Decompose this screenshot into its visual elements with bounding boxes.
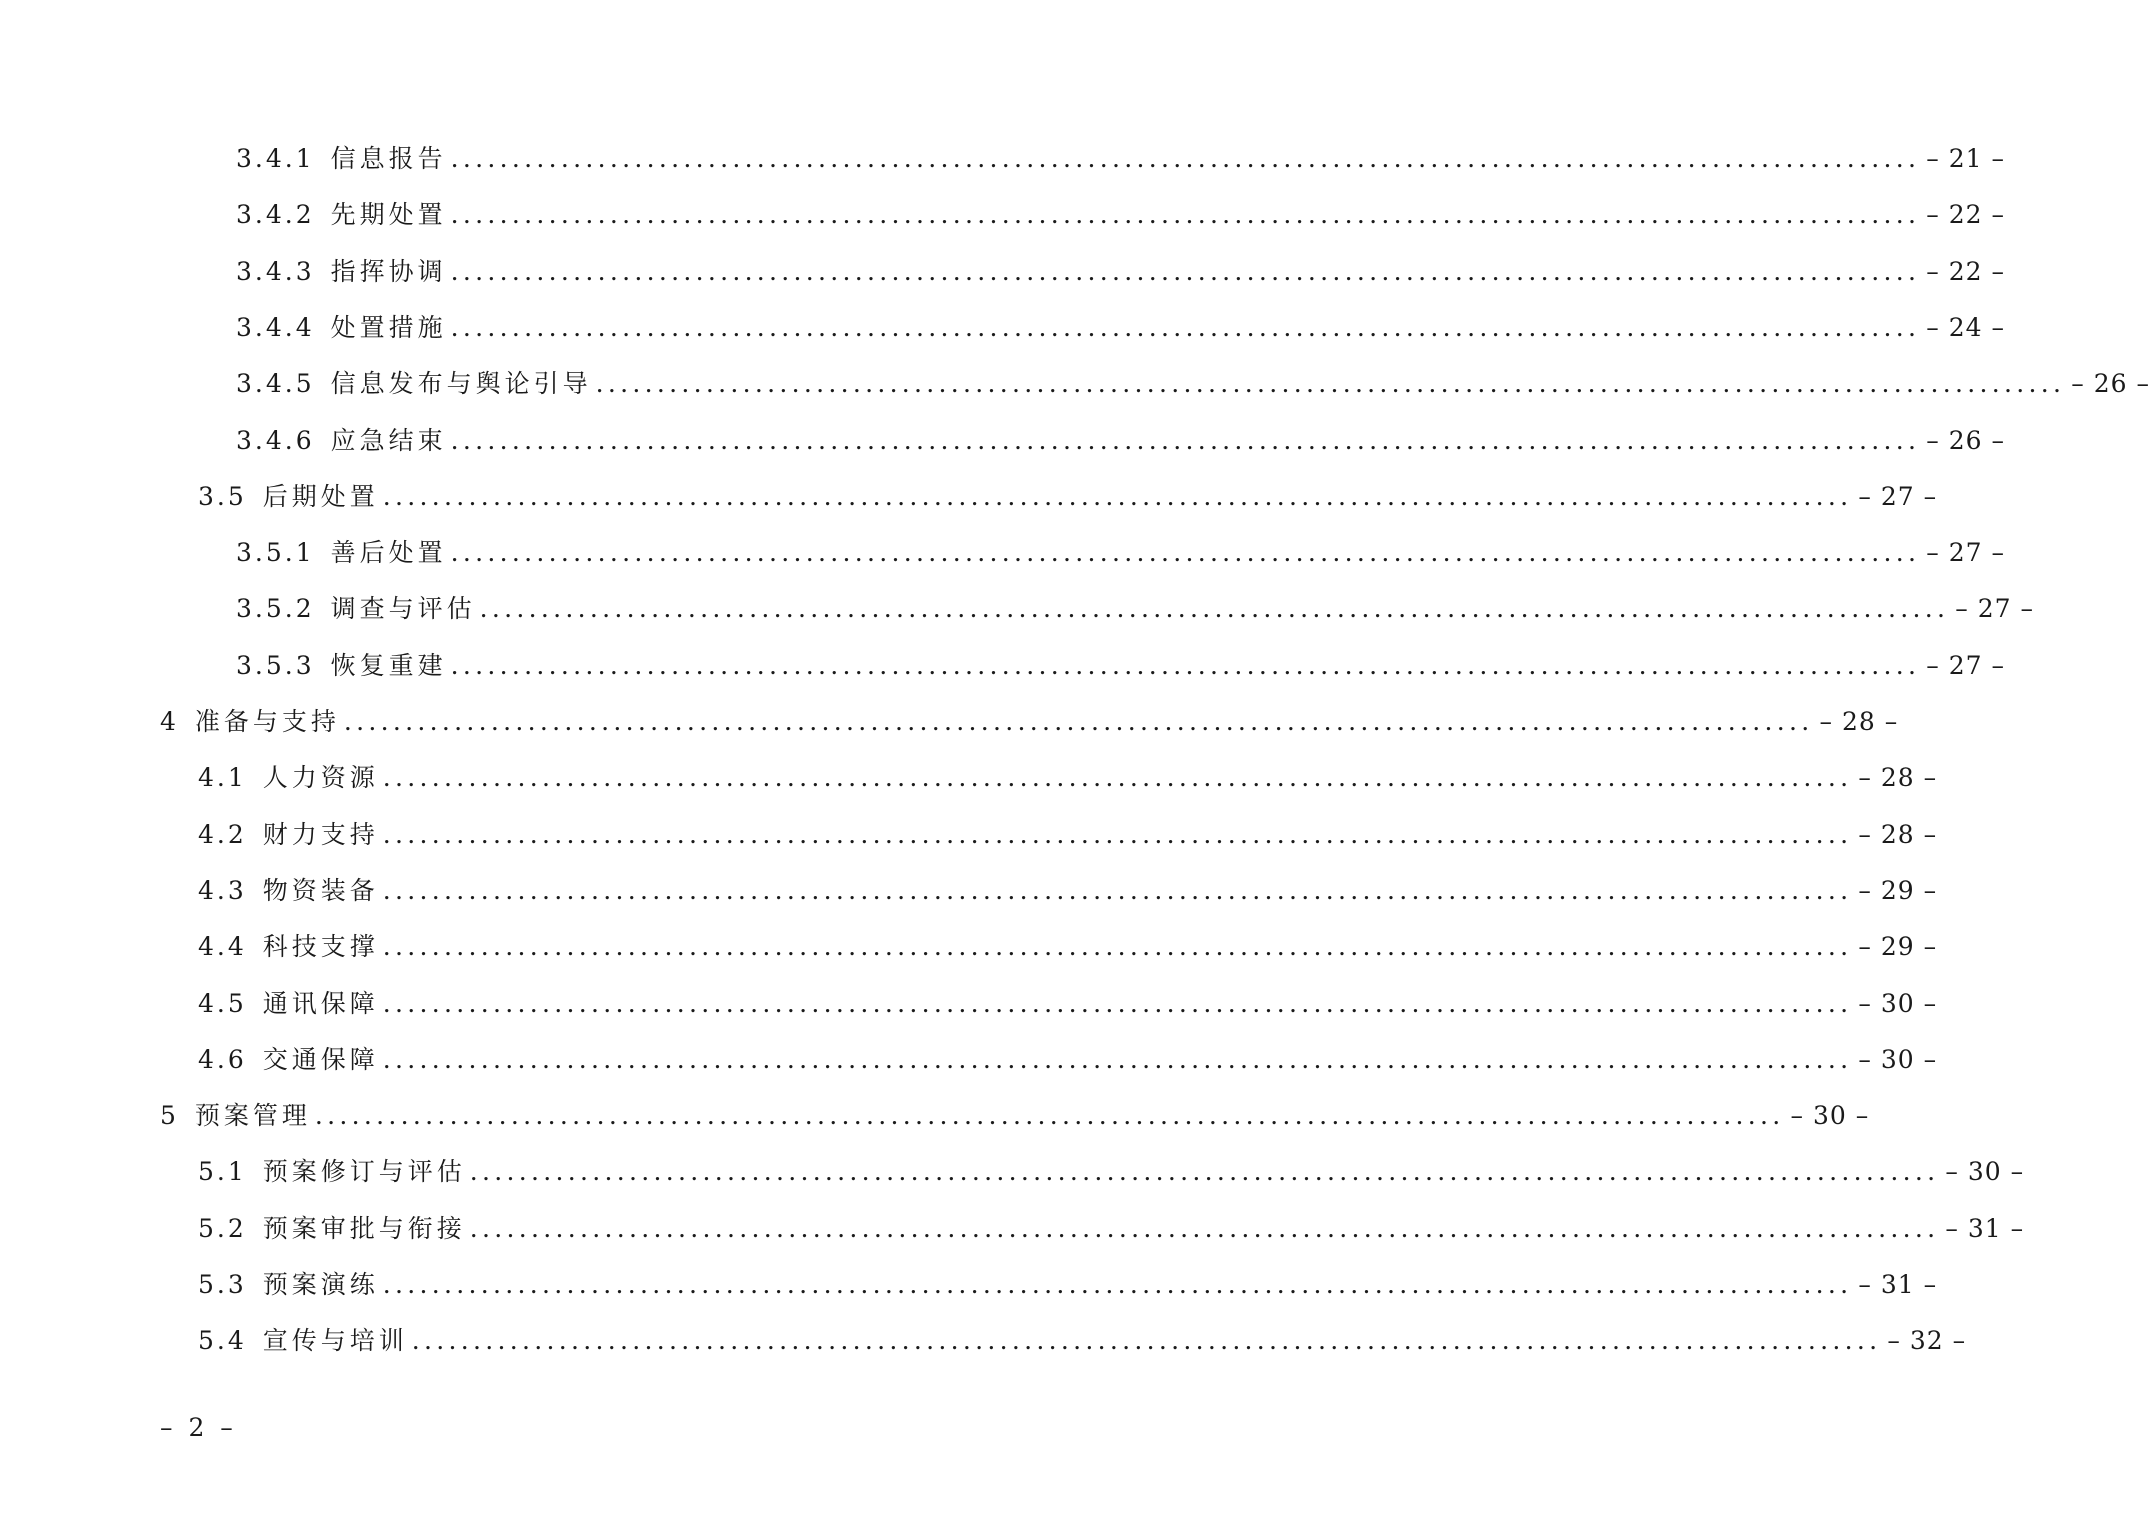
toc-entry-page: – 30 –: [1858, 988, 1938, 1018]
toc-entry-page: – 27 –: [1926, 538, 2005, 568]
toc-entry-page: – 32 –: [1887, 1326, 1967, 1356]
toc-entry-page: – 30 –: [1790, 1101, 1870, 1131]
toc-entry[interactable]: [0, 1152, 2025, 1192]
toc-entry-page: – 27 –: [1926, 650, 2005, 680]
toc-entry-number: 3.5.3: [236, 650, 315, 680]
toc-entry-title: 处置措施: [330, 312, 447, 342]
toc-entry-title: 预案修订与评估: [262, 1157, 466, 1187]
toc-entry-page: – 22 –: [1926, 256, 2005, 286]
toc-entry-number: 4.1: [198, 763, 247, 793]
toc-entry-number: 3.5: [198, 481, 247, 511]
toc-entry-title: 物资装备: [262, 875, 379, 905]
toc-entry-title: 先期处置: [330, 200, 447, 230]
toc-entry-title: 预案演练: [262, 1270, 379, 1299]
toc-entry[interactable]: [0, 364, 2150, 404]
toc-entry-title: 信息报告: [330, 144, 447, 173]
toc-entry-number: 4.5: [198, 988, 247, 1018]
toc-entry-page: – 31 –: [1945, 1213, 2025, 1243]
toc-entry-page: – 29 –: [1858, 932, 1938, 962]
toc-dot-leader: ........................................................................................................................: [450, 200, 1921, 230]
toc-dot-leader: ........................................................................................................................: [450, 425, 1921, 455]
toc-dot-leader: ........................................................................................................................: [411, 1326, 1882, 1356]
toc-dot-leader: ........................................................................................................................: [450, 256, 1921, 286]
toc-dot-leader: ........................................................................................................................: [450, 144, 1921, 173]
toc-entry[interactable]: [0, 1209, 2025, 1249]
toc-dot-leader: ........................................................................................................................: [450, 312, 1921, 342]
toc-entry-page: – 22 –: [1926, 200, 2005, 230]
toc-entry-page: – 28 –: [1858, 763, 1938, 793]
toc-dot-leader: ........................................................................................................................: [469, 1157, 1940, 1187]
toc-entry[interactable]: [0, 308, 2005, 348]
toc-entry[interactable]: [0, 815, 1938, 855]
toc-entry-number: 3.4.4: [236, 312, 315, 342]
toc-entry-page: – 30 –: [1945, 1157, 2025, 1187]
toc-dot-leader: ........................................................................................................................: [382, 932, 1853, 962]
toc-dot-leader: ........................................................................................................................: [382, 1270, 1853, 1299]
toc-entry[interactable]: [0, 1096, 1870, 1136]
toc-entry-title: 交通保障: [262, 1044, 379, 1074]
toc-entry-number: 3.4.5: [236, 369, 315, 399]
toc-entry-title: 通讯保障: [262, 988, 379, 1018]
toc-entry-number: 3.4.6: [236, 425, 315, 455]
toc-dot-leader: ........................................................................................................................: [382, 988, 1853, 1018]
toc-entry[interactable]: [0, 533, 2005, 573]
toc-entry-number: 3.5.1: [236, 538, 315, 568]
toc-entry-number: 4: [160, 707, 179, 736]
toc-entry[interactable]: [0, 589, 2034, 629]
toc-dot-leader: ........................................................................................................................: [595, 369, 2066, 399]
toc-dot-leader: ........................................................................................................................: [382, 875, 1853, 905]
toc-dot-leader: ........................................................................................................................: [382, 763, 1853, 793]
toc-entry-page: – 27 –: [1955, 594, 2034, 624]
toc-entry-number: 4.4: [198, 932, 247, 962]
toc-entry-title: 宣传与培训: [262, 1326, 408, 1356]
toc-entry[interactable]: [0, 252, 2005, 292]
toc-entry-number: 3.4.1: [236, 144, 315, 173]
toc-entry-number: 5.1: [198, 1157, 247, 1187]
toc-entry-number: 5: [160, 1101, 179, 1131]
toc-dot-leader: ........................................................................................................................: [450, 650, 1921, 680]
toc-entry[interactable]: [0, 1040, 1938, 1080]
toc-entry-number: 4.3: [198, 875, 247, 905]
toc-entry-title: 人力资源: [262, 763, 379, 793]
toc-entry-title: 财力支持: [262, 819, 379, 849]
toc-entry-number: 5.3: [198, 1270, 247, 1299]
toc-dot-leader: ........................................................................................................................: [314, 1101, 1785, 1131]
toc-entry-page: – 27 –: [1858, 481, 1938, 511]
toc-entry[interactable]: [0, 758, 1938, 798]
toc-entry-title: 信息发布与舆论引导: [330, 369, 592, 399]
toc-entry-number: 5.2: [198, 1213, 247, 1243]
toc-entry-number: 4.2: [198, 819, 247, 849]
toc-entry-number: 4.6: [198, 1044, 247, 1074]
toc-entry-page: – 28 –: [1819, 707, 1899, 736]
toc-entry[interactable]: [0, 421, 2005, 461]
toc-entry-number: 3.5.2: [236, 594, 315, 624]
toc-entry-title: 科技支撑: [262, 932, 379, 962]
toc-dot-leader: ........................................................................................................................: [469, 1213, 1940, 1243]
toc-entry-page: – 24 –: [1926, 312, 2005, 342]
toc-entry-number: 3.4.3: [236, 256, 315, 286]
toc-entry-page: – 26 –: [1926, 425, 2005, 455]
toc-dot-leader: ........................................................................................................................: [450, 538, 1921, 568]
toc-entry[interactable]: [0, 195, 2005, 235]
toc-entry-page: – 28 –: [1858, 819, 1938, 849]
toc-entry[interactable]: [0, 984, 1938, 1024]
toc-entry-title: 恢复重建: [330, 650, 447, 680]
toc-entry[interactable]: [0, 871, 1938, 911]
toc-entry-title: 准备与支持: [194, 707, 340, 736]
toc-entry-number: 5.4: [198, 1326, 247, 1356]
toc-dot-leader: ........................................................................................................................: [382, 481, 1853, 511]
toc-entry-page: – 30 –: [1858, 1044, 1938, 1074]
toc-entry-page: – 31 –: [1858, 1270, 1938, 1299]
toc-entry-title: 预案审批与衔接: [262, 1213, 466, 1243]
toc-entry-page: – 29 –: [1858, 875, 1938, 905]
toc-entry-title: 应急结束: [330, 425, 447, 455]
toc-entry-number: 3.4.2: [236, 200, 315, 230]
toc-dot-leader: ........................................................................................................................: [382, 1044, 1853, 1074]
toc-entry-page: – 26 –: [2071, 369, 2150, 399]
toc-entry-title: 善后处置: [330, 538, 447, 568]
toc-dot-leader: ........................................................................................................................: [479, 594, 1950, 624]
toc-dot-leader: ........................................................................................................................: [382, 819, 1853, 849]
toc-entry[interactable]: [0, 1321, 1967, 1361]
toc-entry-title: 指挥协调: [330, 256, 447, 286]
toc-entry-title: 后期处置: [262, 481, 379, 511]
toc-entry[interactable]: [0, 702, 1899, 742]
toc-entry[interactable]: [0, 646, 2005, 686]
toc-entry[interactable]: [0, 927, 1938, 967]
toc-entry-page: – 21 –: [1926, 144, 2005, 173]
page-number-footer: – 2 –: [160, 1413, 237, 1442]
toc-dot-leader: ........................................................................................................................: [343, 707, 1814, 736]
toc-entry-title: 调查与评估: [330, 594, 476, 624]
toc-entry-title: 预案管理: [194, 1101, 311, 1131]
toc-entry[interactable]: [0, 1265, 1938, 1305]
toc-entry[interactable]: [0, 139, 2005, 179]
toc-entry[interactable]: [0, 477, 1938, 517]
